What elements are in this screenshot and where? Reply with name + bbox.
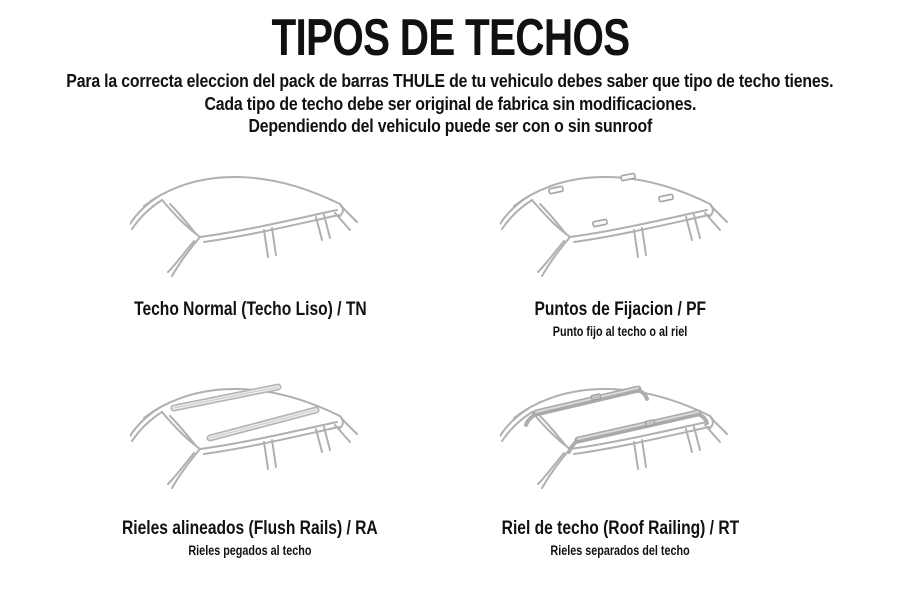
intro-line-2: Cada tipo de techo debe ser original de fabrica sin modificaciones. <box>204 93 696 114</box>
roof-type-label: Riel de techo (Roof Railing) / RT <box>501 517 739 539</box>
intro-line-3: Dependiendo del vehiculo puede ser con o sin sunroof <box>248 116 652 136</box>
roof-type-card-pf <box>400 160 840 340</box>
page-title-text: TIPOS DE TECHOS <box>271 9 629 67</box>
roof-type-label: Rieles alineados (Flush Rails) / RA <box>122 517 378 539</box>
intro-text-block <box>0 70 900 138</box>
page-title <box>0 9 900 67</box>
roof-with-flush-rails-illustration <box>130 372 370 496</box>
intro-line-1: Para la correcta eleccion del pack de barras THULE de tu vehiculo debes saber que tipo de techo tienes. <box>66 71 834 91</box>
roof-type-sublabel: Rieles separados del techo <box>550 543 690 558</box>
normal-smooth-roof-illustration <box>130 160 370 284</box>
roof-with-fixpoints-illustration <box>500 160 740 284</box>
roof-type-sublabel: Punto fijo al techo o al riel <box>552 324 688 339</box>
roof-type-label: Techo Normal (Techo Liso) / TN <box>133 298 367 320</box>
roof-with-raised-railing-illustration <box>500 372 740 496</box>
roof-type-sublabel: Rieles pegados al techo <box>188 543 312 558</box>
roof-type-card-rt <box>400 372 840 559</box>
roof-type-label: Puntos de Fijacion / PF <box>534 298 706 320</box>
